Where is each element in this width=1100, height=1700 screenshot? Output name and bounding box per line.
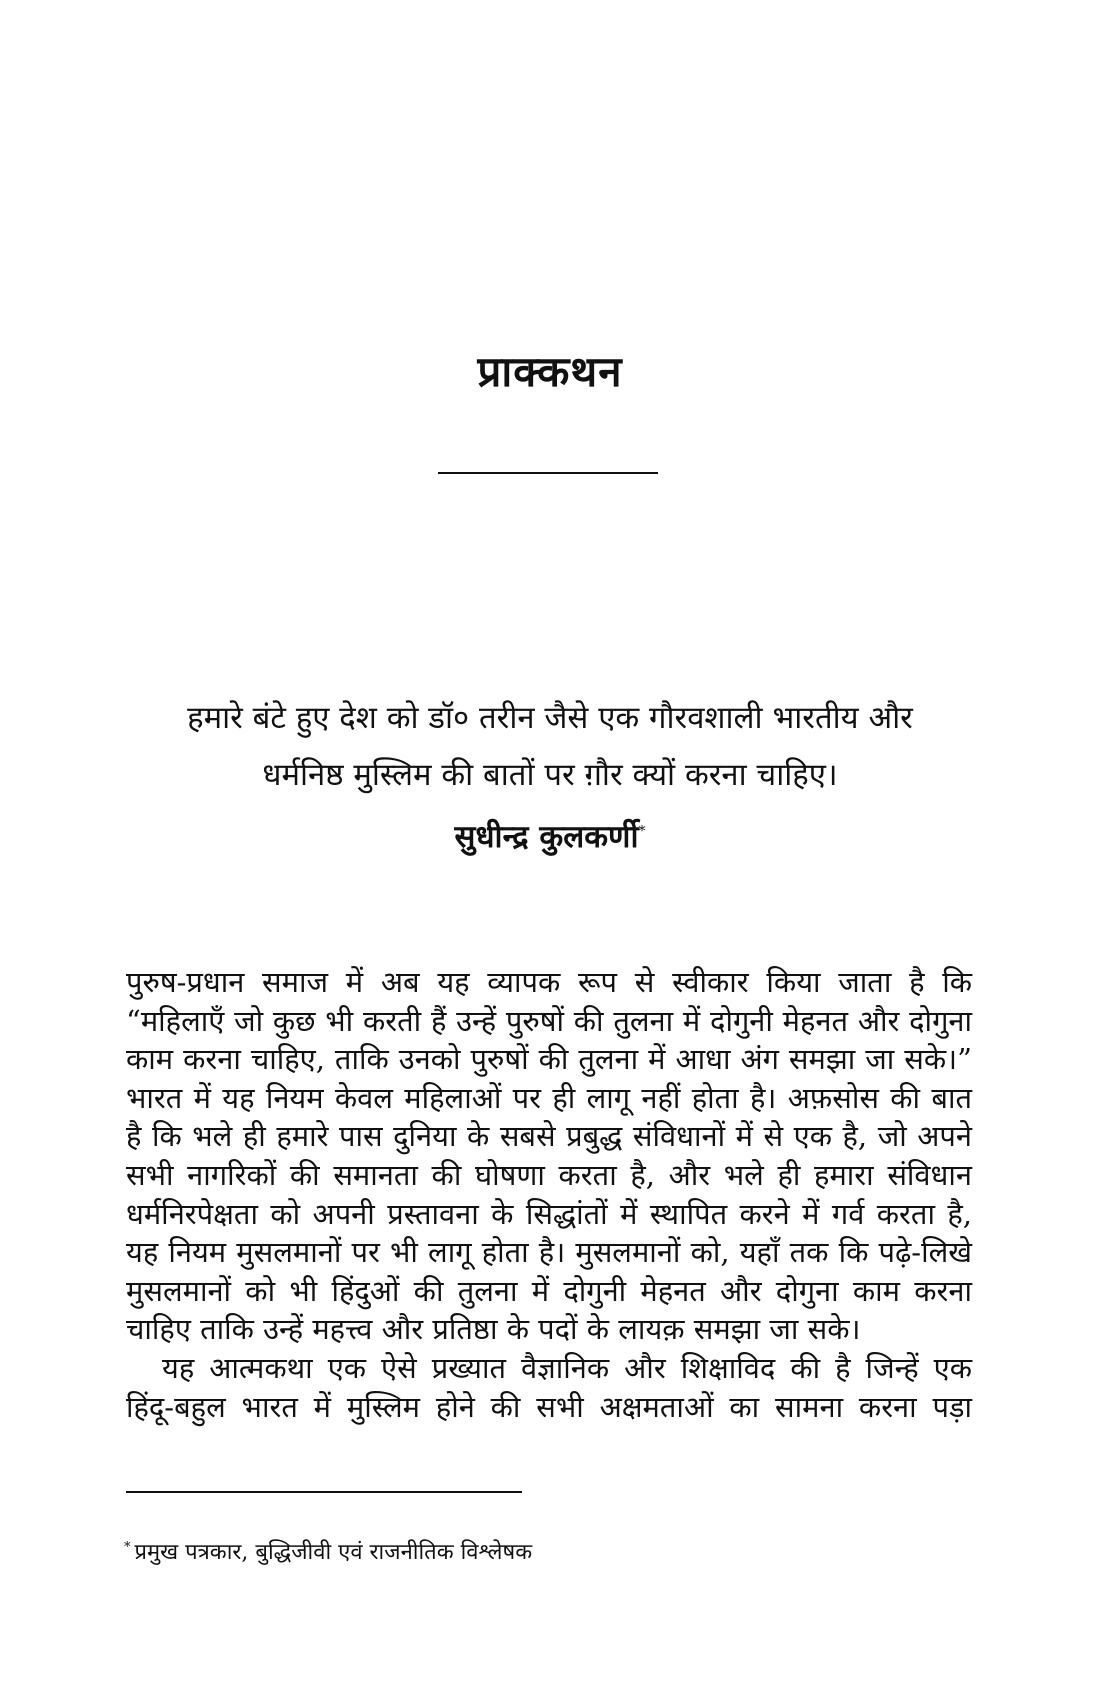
body-line: यह आत्मकथा एक ऐसे प्रख्यात वैज्ञानिक और शिक्षाविद की है जिन्हें एक [162,1350,972,1385]
body-line: पुरुष-प्रधान समाज में अब यह व्यापक रूप से स्वीकार किया जाता है कि [126,965,972,999]
epigraph [100,690,1000,804]
page-title: प्राक्कथन [477,347,623,396]
body-line: हिंदू-बहुल भारत में मुस्लिम होने की सभी अक्षमताओं का सामना करना पड़ा [126,1389,972,1424]
body-line: धर्मनिरपेक्षता को अपनी प्रस्तावना के सिद्धांतों में स्थापित करने में गर्व करता है, [126,1196,972,1231]
body-line: भारत में यह नियम केवल महिलाओं पर ही लागू नहीं होता है। अफ़सोस की बात [126,1080,972,1115]
footnote-text: प्रमुख पत्रकार, बुद्धिजीवी एवं राजनीतिक विश्लेषक [134,1540,533,1565]
body-line: है कि भले ही हमारे पास दुनिया के सबसे प्रबुद्ध संविधानों में से एक है, जो अपने [126,1119,972,1154]
body-line: सभी नागरिकों की समानता की घोषणा करता है, और भले ही हमारा संविधान [126,1157,972,1192]
epigraph-line: हमारे बंटे हुए देश को डॉ० तरीन जैसे एक गौरवशाली भारतीय और [187,700,913,736]
body-line: काम करना चाहिए, ताकि उनको पुरुषों की तुलना में आधा अंग समझा जा सके।” [126,1042,972,1077]
body-line: “महिलाएँ जो कुछ भी करती हैं उन्हें पुरुषों की तुलना में दोगुनी मेहनत और दोगुना [126,1003,972,1038]
title-divider [438,472,658,474]
footnote-divider [126,1491,522,1493]
epigraph-line: धर्मनिष्ठ मुस्लिम की बातों पर ग़ौर क्यों करना चाहिए। [262,757,838,793]
body-line: यह नियम मुसलमानों पर भी लागू होता है। मुसलमानों को, यहाँ तक कि पढ़े-लिखे [126,1235,972,1270]
author-footnote-mark: * [638,823,646,840]
body-line: चाहिए ताकि उन्हें महत्त्व और प्रतिष्ठा के पदों के लायक़ समझा जा सके। [126,1312,861,1347]
footnote-mark: * [124,1539,131,1555]
footnote [124,1536,532,1566]
body-paragraphs [126,963,972,1426]
body-line: मुसलमानों को भी हिंदुओं की तुलना में दोगुनी मेहनत और दोगुना काम करना [126,1273,972,1308]
author-byline [0,815,1100,857]
author-name: सुधीन्द्र कुलकर्णी [454,819,639,855]
